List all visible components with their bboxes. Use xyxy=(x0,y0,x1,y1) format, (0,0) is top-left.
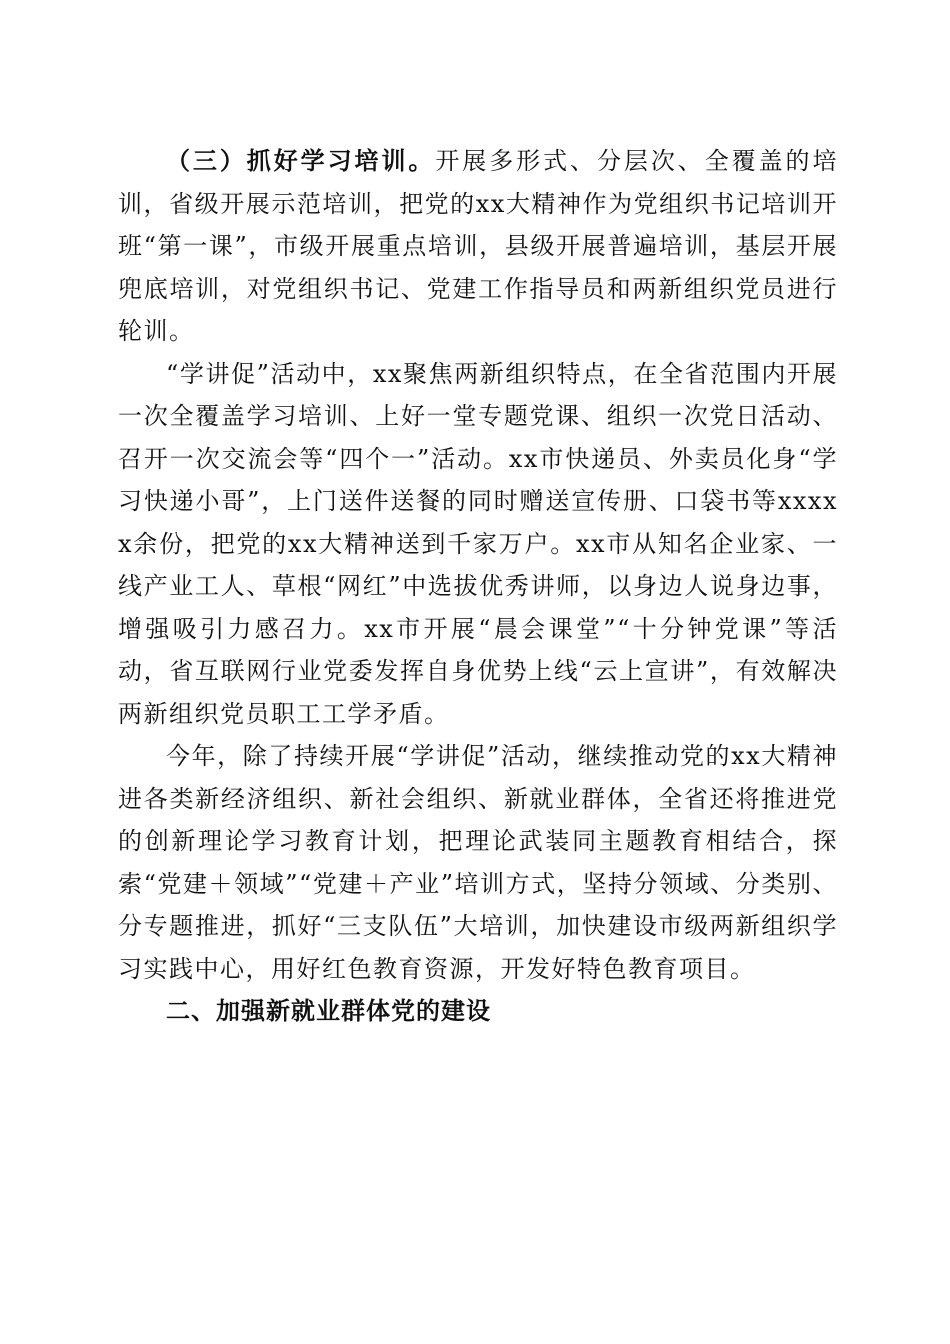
section-heading: 二、加强新就业群体党的建设 xyxy=(166,997,491,1025)
paragraph-lead-heading: （三）抓好学习培训。 xyxy=(166,147,436,175)
paragraph-activities: “学讲促”活动中，xx聚焦两新组织特点，在全省范围内开展一次全覆盖学习培训、上好一堂专题党课、组织一次党日活动、召开一次交流会等“四个一”活动。xx市快递员、外卖员化身“学习快递小哥”，上门送件送餐的同时赠送宣传册、口袋书等xxxxx余份，把党的xx大精神送到千家万户。xx市从知名企业家、一线产业工人、草根“网红”中选拔优秀讲师，以身边人说身边事，增强吸引力感召力。xx市开展“晨会课堂”“十分钟党课”等活动，省互联网行业党委发挥自身优势上线“云上宣讲”，有效解决两新组织党员职工工学矛盾。 xyxy=(118,359,838,728)
paragraph-training xyxy=(118,140,838,353)
paragraph-this-year: 今年，除了持续开展“学讲促”活动，继续推动党的xx大精神进各类新经济组织、新社会组织、新就业群体，全省还将推进党的创新理论学习教育计划，把理论武装同主题教育相结合，探索“党建＋领域”“党建＋产业”培训方式，坚持分领域、分类别、分专题推进，抓好“三支队伍”大培训，加快建设市级两新组织学习实践中心，用好红色教育资源，开发好特色教育项目。 xyxy=(118,742,838,983)
document-body xyxy=(118,140,838,1033)
paragraph-training-text: 开展多形式、分层次、全覆盖的培训，省级开展示范培训，把党的xx大精神作为党组织书记培训开班“第一课”，市级开展重点培训，县级开展普遍培训，基层开展兜底培训，对党组织书记、党建工作指导员和两新组织党员进行轮训。 xyxy=(118,147,838,345)
